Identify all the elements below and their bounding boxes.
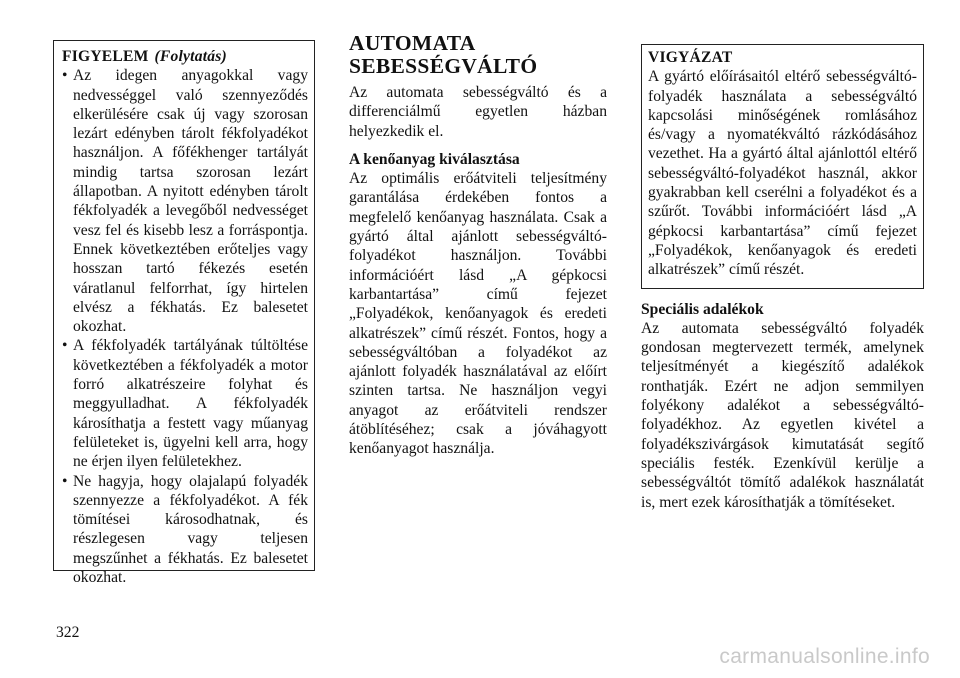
lubricant-selection-heading: A kenőanyag kiválasztása (349, 150, 520, 168)
special-additives-heading: Speciális adalékok (641, 300, 764, 318)
section-title-line1: AUTOMATA (349, 31, 476, 55)
watermark: carmanualsonline.info (719, 645, 930, 668)
warning-heading (62, 47, 308, 66)
special-additives-text: Az automata sebességváltó folyadék gondosan megtervezett termék, amelynek teljesítményét a kiegészítő adalékok ronthatják. Ezért ne adjon semmilyen folyékony adalékot a sebességváltó-folyadékhoz. Az egyetlen kivétel a folyadékszivárgások kimutatását segítő speciális festék. Ezenkívül kerülje a sebességváltót tömítő adalékok használatát is, mert ezek károsíthatják a tömítéseket. (641, 319, 924, 511)
warning-continued-label: (Folytatás) (154, 48, 227, 65)
lubricant-selection-text: Az optimális erőátviteli teljesítmény garantálása érdekében fontos a megfelelő kenőanyag használata. Csak a gyártó által ajánlott sebességváltó-folyadékot használjon. További információért lásd „A gépkocsi karbantartása” című fejezet „Folyadékok, kenőanyagok és eredeti alkatrészek” című részét. Fontos, hogy a sebességváltóban a folyadékot az ajánlott folyadék használatával az előírt szinten tartsa. Ne használjon vegyi anyagot az erőátviteli rendszer átöblítéséhez; csak a jóváhagyott kenőanyagot használja. (349, 170, 607, 458)
section-title (349, 32, 607, 78)
page-number: 322 (56, 624, 80, 641)
warning-bullet: • A fékfolyadék tartályának túltöltése következtében a fékfolyadék a motor forró alkatrészeire folyhat és meggyulladhat. A fékfolyadék károsíthatja a festett vagy műanyag felületeket is, ügyelni kell arra, hogy ne érjen ilyen felületekhez. (62, 336, 308, 471)
warning-title: FIGYELEM (62, 48, 149, 65)
warning-bullet: • Ne hagyja, hogy olajalapú folyadék szennyezze a fékfolyadékot. A fék tömítései károsodhatnak, és részlegesen vagy teljesen megszűnhet a fékhatás. Ez balesetet okozhat. (62, 472, 308, 588)
warning-bullet-list (62, 66, 308, 587)
transmission-section (349, 32, 607, 459)
section-intro: Az automata sebességváltó és a differenciálmű egyetlen házban helyezkedik el. (349, 84, 607, 140)
section-title-line2: SEBESSÉGVÁLTÓ (349, 54, 538, 78)
warning-box (53, 40, 315, 587)
caution-title: VIGYÁZAT (648, 49, 733, 66)
caution-box (641, 44, 924, 289)
right-column (641, 44, 924, 512)
caution-text: A gyártó előírásaitól eltérő sebességváltó-folyadék használata a sebességváltó kapcsolási minőségének romlásához és/vagy a nyomatékváltó rázkódásához vezethet. Ha a gyártó által ajánlottól eltérő sebességváltó-folyadékot használ, akkor gyakrabban kell cserélni a folyadékot és a szűrőt. További információért lásd „A gépkocsi karbantartása” című fejezet „Folyadékok, kenőanyagok és eredeti alkatrészek” című részét. (648, 68, 917, 279)
warning-bullet: • Az idegen anyagokkal vagy nedvességgel való szennyeződés elkerülésére csak új vagy szorosan lezárt edényben tárolt fékfolyadékot használjon. A főfékhenger tartályát mindig tartsa szorosan lezárt állapotban. A nyitott edényben tárolt fékfolyadék a levegőből nedvességet vesz fel és kisebb lesz a forráspontja. Ennek következtében erőteljes vagy hosszan tartó fékezés esetén váratlanul felforrhat, így hirtelen elvész a fékhatás. Ez balesetet okozhat. (62, 66, 308, 336)
